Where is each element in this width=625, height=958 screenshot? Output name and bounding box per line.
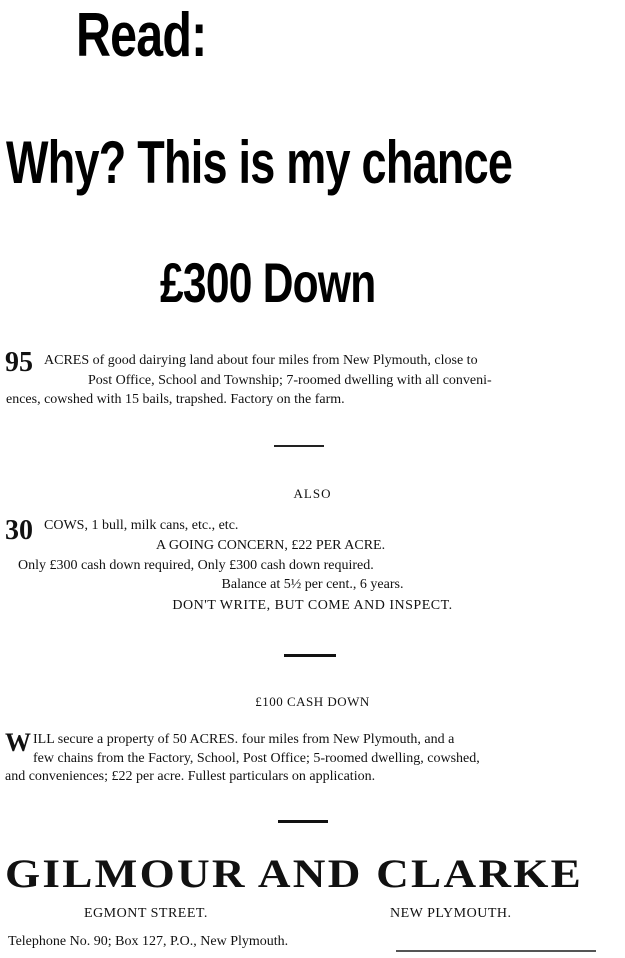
listing-line: ACRES of good dairying land about four miles from New Plymouth, close to bbox=[44, 353, 478, 368]
divider-rule bbox=[278, 820, 328, 823]
firm-name: GILMOUR AND CLARKE bbox=[5, 851, 584, 896]
also-label: ALSO bbox=[293, 486, 332, 501]
listing-line: few chains from the Factory, School, Post Office; 5-roomed dwelling, cowshed, bbox=[33, 751, 480, 766]
headline-read: Read: bbox=[76, 1, 207, 70]
headline-price: £300 Down bbox=[160, 251, 376, 314]
listing-line: Balance at 5½ per cent., 6 years. bbox=[221, 577, 404, 592]
street-address: EGMONT STREET. bbox=[84, 906, 208, 921]
listing-line: A GOING CONCERN, £22 PER ACRE. bbox=[156, 538, 386, 553]
listing-line: ences, cowshed with 15 bails, trapshed. Factory on the farm. bbox=[6, 392, 345, 407]
print-smudge bbox=[396, 950, 596, 952]
listing-number: 95 bbox=[5, 347, 33, 378]
listing-line: Only £300 cash down required, Only £300 cash down required. bbox=[18, 558, 374, 573]
listing-line: and conveniences; £22 per acre. Fullest particulars on application. bbox=[5, 769, 376, 784]
divider-rule bbox=[284, 654, 336, 657]
listing-line: COWS, 1 bull, milk cans, etc., etc. bbox=[44, 518, 239, 533]
listing-line: Post Office, School and Township; 7-roomed dwelling with all conveni- bbox=[88, 373, 492, 388]
listing-number: 30 bbox=[5, 515, 33, 546]
cash-down-label: £100 CASH DOWN bbox=[255, 694, 370, 709]
drop-cap: W bbox=[5, 728, 31, 757]
city-name: NEW PLYMOUTH. bbox=[390, 906, 512, 921]
listing-line: ILL secure a property of 50 ACRES. four miles from New Plymouth, and a bbox=[33, 732, 455, 747]
contact-line: Telephone No. 90; Box 127, P.O., New Plymouth. bbox=[8, 934, 289, 949]
headline-why: Why? This is my chance bbox=[6, 129, 513, 196]
divider-rule bbox=[274, 445, 324, 447]
inspect-notice: DON'T WRITE, BUT COME AND INSPECT. bbox=[172, 598, 453, 613]
